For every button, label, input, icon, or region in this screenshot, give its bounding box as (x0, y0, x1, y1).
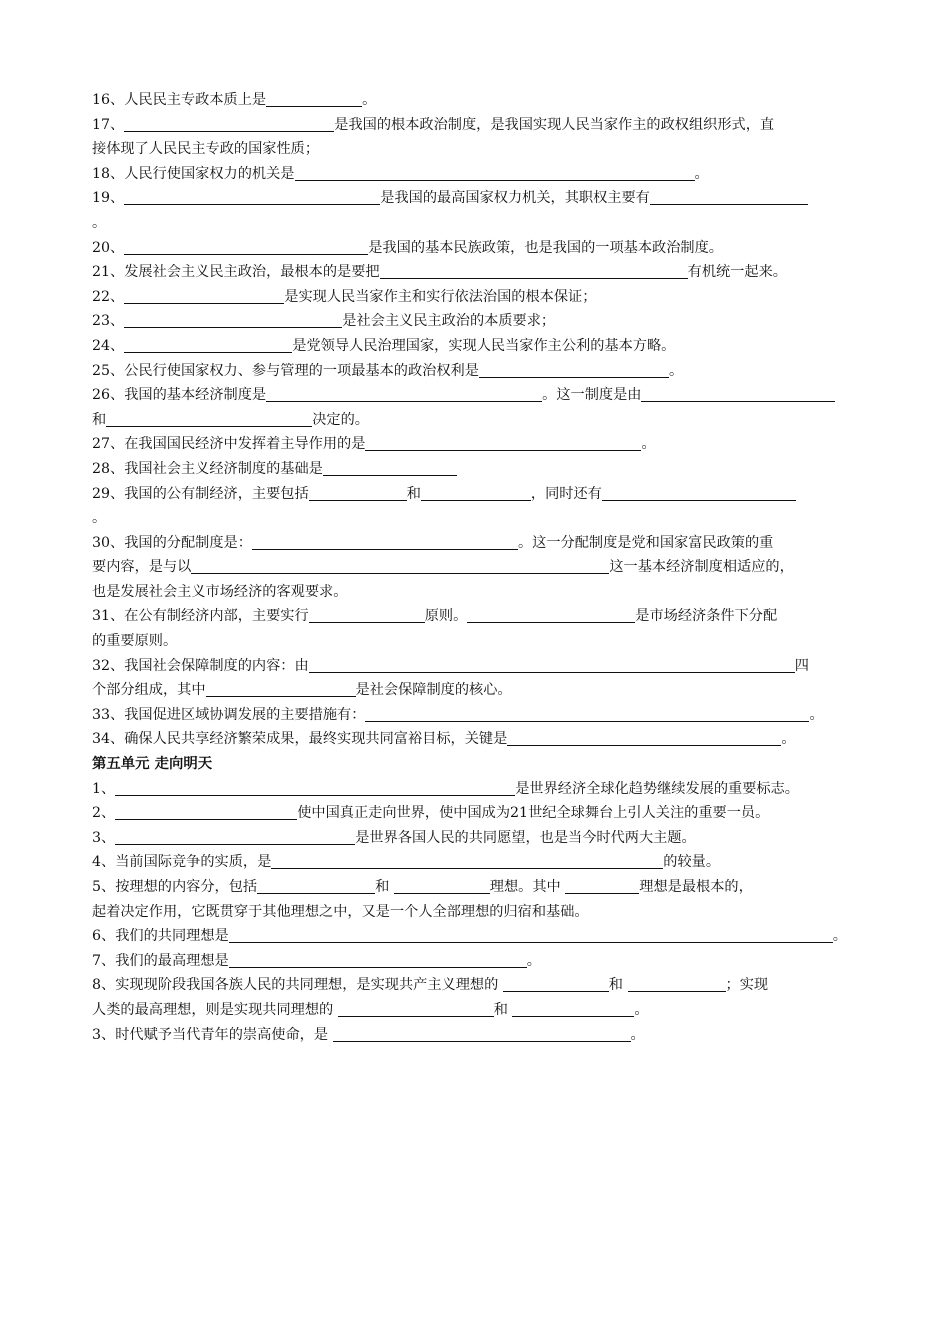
question-line (92, 998, 862, 1023)
question-text: 的重要原则。 (92, 633, 178, 650)
question-text: 34、确保人民共享经济繁荣成果，最终实现共同富裕目标，关键是 (92, 731, 508, 748)
question-text: 2、 (92, 805, 116, 822)
question-text: 26、我国的基本经济制度是 (92, 387, 267, 404)
question-text: 29、我国的公有制经济，主要包括 (92, 485, 309, 502)
question-line (92, 777, 862, 802)
answer-blank[interactable] (252, 533, 518, 550)
question-text: 是市场经济条件下分配 (635, 608, 778, 625)
answer-blank[interactable] (124, 336, 292, 353)
answer-blank[interactable] (206, 680, 356, 697)
answer-blank[interactable] (380, 262, 688, 279)
question-text: 。 (668, 362, 684, 379)
question-line (92, 555, 862, 580)
answer-blank[interactable] (124, 287, 284, 304)
question-text: 和 (92, 411, 107, 428)
question-text: 8、实现现阶段我国各族人民的共同理想，是实现共产主义理想的 (92, 977, 503, 994)
question-text: 。 (832, 928, 847, 945)
answer-blank[interactable] (628, 975, 726, 992)
question-text: 也是发展社会主义市场经济的客观要求。 (92, 583, 348, 600)
question-text: 。这一制度是由 (542, 387, 642, 404)
question-text: 使中国真正走向世界，使中国成为21世纪全球舞台上引人关注的重要一员。 (297, 805, 770, 822)
question-text: 第五单元 走向明天 (92, 756, 213, 773)
question-line (92, 801, 862, 826)
question-line (92, 88, 862, 113)
question-text: 5、按理想的内容分，包括 (92, 879, 258, 895)
answer-blank[interactable] (309, 484, 407, 501)
answer-blank[interactable] (191, 557, 609, 574)
question-text: 21、发展社会主义民主政治，最根本的是要把 (92, 264, 380, 281)
question-line (92, 973, 862, 998)
answer-blank[interactable] (266, 385, 542, 402)
answer-blank[interactable] (394, 877, 490, 894)
answer-blank[interactable] (309, 656, 795, 673)
question-text: 是社会保障制度的核心。 (355, 682, 512, 699)
question-text: 19、 (92, 190, 125, 207)
answer-blank[interactable] (479, 361, 669, 378)
question-text: 25、公民行使国家权力、参与管理的一项最基本的政治权利是 (92, 362, 479, 379)
question-text: 23、 (92, 313, 125, 330)
question-text: 。 (641, 436, 656, 453)
answer-blank[interactable] (323, 459, 457, 476)
question-text: 是我国的最高国家权力机关，其职权主要有 (380, 190, 650, 207)
answer-blank[interactable] (271, 852, 663, 869)
answer-blank[interactable] (115, 779, 515, 796)
worksheet-page (92, 88, 862, 1047)
question-text: 7、我们的最高理想是 (92, 952, 229, 969)
question-line (92, 211, 862, 236)
question-line (92, 113, 862, 138)
question-text: 。 (781, 731, 796, 748)
question-line (92, 408, 862, 433)
question-text: 有机统一起来。 (687, 264, 787, 281)
question-line (92, 383, 862, 408)
question-line (92, 654, 862, 679)
question-line (92, 531, 862, 556)
answer-blank[interactable] (333, 1025, 631, 1042)
answer-blank[interactable] (229, 951, 527, 968)
answer-blank[interactable] (565, 877, 639, 894)
answer-blank[interactable] (602, 484, 796, 501)
question-text: 。这一分配制度是党和国家富民政策的重 (517, 534, 774, 551)
answer-blank[interactable] (124, 188, 380, 205)
question-line (92, 236, 862, 261)
question-text: 要内容，是与以 (92, 559, 192, 576)
question-text: 。 (634, 1001, 649, 1018)
question-line (92, 309, 862, 334)
question-text: 是党领导人民治理国家，实现人民当家作主公利的基本方略。 (292, 337, 676, 354)
question-text: 17、 (92, 116, 125, 133)
answer-blank[interactable] (257, 877, 375, 894)
answer-blank[interactable] (266, 90, 362, 107)
question-line (92, 678, 862, 703)
question-text: 27、在我国国民经济中发挥着主导作用的是 (92, 436, 366, 453)
answer-blank[interactable] (421, 484, 531, 501)
question-text: 人类的最高理想，则是实现共同理想的 (92, 1001, 338, 1018)
question-text: 24、 (92, 337, 125, 354)
question-text: 33、我国促进区域协调发展的主要措施有： (92, 706, 366, 723)
answer-blank[interactable] (115, 803, 297, 820)
answer-blank[interactable] (467, 606, 635, 623)
question-text: 和 (375, 879, 394, 895)
answer-blank[interactable] (106, 410, 312, 427)
question-line (92, 875, 862, 900)
question-line (92, 949, 862, 974)
question-text: 和 (493, 1001, 513, 1018)
question-line (92, 924, 862, 949)
question-line (92, 359, 862, 384)
question-line (92, 186, 862, 211)
question-line (92, 580, 862, 605)
question-text: 。 (809, 706, 824, 723)
question-line (92, 727, 862, 752)
question-text: ，同时还有 (530, 485, 602, 502)
question-line (92, 604, 862, 629)
answer-blank[interactable] (641, 385, 835, 402)
question-line (92, 137, 862, 162)
question-text: 决定的。 (312, 411, 369, 428)
question-text: 32、我国社会保障制度的内容：由 (92, 657, 309, 674)
question-text: 31、在公有制经济内部，主要实行 (92, 608, 309, 625)
question-text: 接体现了人民民主专政的国家性质； (92, 141, 320, 158)
question-text: 22、 (92, 288, 125, 305)
answer-blank[interactable] (507, 729, 781, 746)
question-text: 是世界经济全球化趋势继续发展的重要标志。 (515, 780, 799, 797)
question-text: 6、我们的共同理想是 (92, 928, 229, 945)
question-line (92, 506, 862, 531)
answer-blank[interactable] (124, 311, 342, 328)
question-line (92, 162, 862, 187)
section-heading (92, 752, 862, 777)
question-text: 1、 (92, 780, 116, 797)
question-text: ；实现 (725, 977, 769, 994)
question-line (92, 900, 862, 925)
question-text: 是社会主义民主政治的本质要求； (342, 313, 556, 330)
question-text: 。 (526, 952, 541, 969)
question-text: 3、时代赋予当代青年的崇高使命，是 (92, 1026, 333, 1043)
question-text: 30、我国的分配制度是： (92, 534, 252, 551)
question-line (92, 703, 862, 728)
question-text: 是我国的根本政治制度，是我国实现人民当家作主的政权组织形式，直 (334, 116, 775, 133)
question-text: 20、 (92, 239, 125, 256)
question-text: 理想是最根本的， (639, 879, 753, 895)
answer-blank[interactable] (365, 705, 809, 722)
question-line (92, 1023, 862, 1048)
question-text: 的较量。 (663, 854, 721, 871)
answer-blank[interactable] (309, 606, 425, 623)
question-text: 16、人民民主专政本质上是 (92, 92, 267, 108)
answer-blank[interactable] (115, 828, 355, 845)
question-text: 。 (362, 92, 377, 108)
answer-blank[interactable] (503, 975, 609, 992)
question-line (92, 432, 862, 457)
question-text: 。 (92, 510, 107, 527)
question-text: 是实现人民当家作主和实行依法治国的根本保证； (284, 288, 597, 305)
question-text: 是我国的基本民族政策，也是我国的一项基本政治制度。 (368, 239, 723, 256)
question-text: 3、 (92, 829, 116, 846)
answer-blank[interactable] (295, 164, 695, 181)
question-line (92, 850, 862, 875)
question-text: 原则。 (424, 608, 468, 625)
question-line (92, 457, 862, 482)
answer-blank[interactable] (650, 188, 808, 205)
question-line (92, 285, 862, 310)
question-text: 和 (608, 977, 628, 994)
question-text: 18、人民行使国家权力的机关是 (92, 165, 295, 182)
answer-blank[interactable] (229, 926, 833, 943)
question-text: 。 (694, 165, 709, 182)
question-line (92, 334, 862, 359)
question-text: 四 (794, 657, 809, 674)
question-line (92, 260, 862, 285)
answer-blank[interactable] (512, 1000, 634, 1017)
question-text: 起着决定作用，它既贯穿于其他理想之中，又是一个人全部理想的归宿和基础。 (92, 903, 589, 920)
question-text: 是世界各国人民的共同愿望，也是当今时代两大主题。 (355, 829, 696, 846)
question-text: 4、当前国际竞争的实质，是 (92, 854, 272, 871)
answer-blank[interactable] (365, 434, 641, 451)
question-text: 和 (406, 485, 421, 502)
answer-blank[interactable] (124, 238, 368, 255)
question-line (92, 826, 862, 851)
question-text: 。 (630, 1026, 645, 1043)
question-line (92, 482, 862, 507)
question-text: 个部分组成，其中 (92, 682, 206, 699)
question-text: 这一基本经济制度相适应的， (609, 559, 794, 576)
question-text: 28、我国社会主义经济制度的基础是 (92, 460, 323, 477)
question-text: 。 (92, 214, 107, 231)
answer-blank[interactable] (338, 1000, 494, 1017)
answer-blank[interactable] (124, 115, 334, 132)
question-line (92, 629, 862, 654)
question-text: 理想。其中 (489, 879, 566, 895)
